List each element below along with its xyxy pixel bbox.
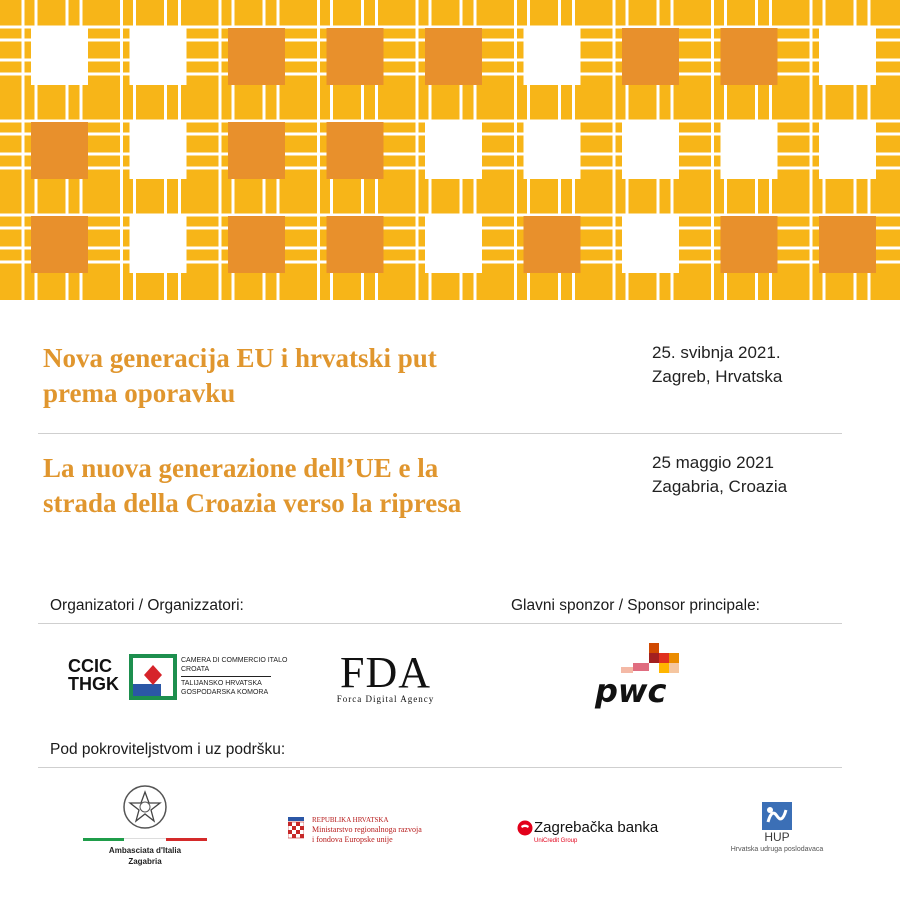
banner-square bbox=[31, 122, 88, 179]
banner-square bbox=[228, 28, 285, 85]
ccic-divider bbox=[181, 676, 271, 677]
italian-flag-bar bbox=[83, 838, 207, 841]
pattern-banner bbox=[0, 0, 900, 300]
event-date: 25 maggio 2021 bbox=[652, 453, 774, 472]
embassy-city: Zagabria bbox=[128, 857, 162, 866]
banner-square bbox=[130, 28, 187, 85]
banner-square bbox=[721, 28, 778, 85]
banner-square bbox=[819, 28, 876, 85]
event-date-croatian bbox=[652, 341, 782, 389]
pwc-wordmark: pwc bbox=[595, 672, 667, 710]
event-title-croatian bbox=[43, 341, 437, 411]
event-place: Zagreb, Hrvatska bbox=[652, 367, 783, 386]
ccic-text-line: GOSPODARSKA KOMORA bbox=[181, 689, 269, 696]
hup-full-name: Hrvatska udruga poslodavaca bbox=[730, 846, 824, 853]
banner-square bbox=[524, 122, 581, 179]
banner-square bbox=[228, 122, 285, 179]
event-date: 25. svibnja 2021. bbox=[652, 343, 781, 362]
banner-square bbox=[327, 216, 384, 273]
banner-square bbox=[130, 216, 187, 273]
event-title-line: strada della Croazia verso la ripresa bbox=[43, 488, 462, 518]
thgk-text: THGK bbox=[68, 674, 119, 694]
event-title-line: Nova generacija EU i hrvatski put bbox=[43, 343, 437, 373]
banner-square bbox=[327, 28, 384, 85]
ccic-text-line: CROATA bbox=[181, 666, 210, 673]
banner-square bbox=[327, 122, 384, 179]
banner-square bbox=[524, 216, 581, 273]
banner-square bbox=[31, 28, 88, 85]
banner-square bbox=[622, 216, 679, 273]
hup-emblem-icon bbox=[762, 802, 792, 830]
banner-square bbox=[622, 122, 679, 179]
ministry-name: Ministarstvo regionalnoga razvoja bbox=[312, 825, 422, 834]
event-title-italian bbox=[43, 451, 461, 521]
event-title-line: La nuova generazione dell’UE e la bbox=[43, 453, 439, 483]
event-title-line: prema oporavku bbox=[43, 378, 236, 408]
fda-logo bbox=[328, 648, 443, 704]
italian-embassy-logo bbox=[80, 782, 210, 877]
banner-square bbox=[31, 216, 88, 273]
ccic-thgk-logo bbox=[68, 652, 288, 702]
banner-square bbox=[425, 216, 482, 273]
banner-square bbox=[130, 122, 187, 179]
bank-group: UniCredit Group bbox=[534, 838, 578, 844]
banner-square bbox=[819, 216, 876, 273]
unicredit-icon bbox=[517, 820, 533, 836]
zagrebacka-banka-logo bbox=[517, 818, 667, 850]
ccic-text: CCIC bbox=[68, 656, 112, 676]
hup-logo bbox=[722, 802, 832, 872]
banner-square bbox=[622, 28, 679, 85]
ccic-text-line: CAMERA DI COMMERCIO ITALO bbox=[181, 657, 288, 664]
ministry-logo bbox=[288, 815, 448, 847]
sponsor-label: Glavni sponzor / Sponsor principale: bbox=[511, 597, 760, 614]
banner-square bbox=[228, 216, 285, 273]
banner-square bbox=[721, 216, 778, 273]
ministry-republic: REPUBLIKA HRVATSKA bbox=[312, 816, 389, 824]
banner-square bbox=[721, 122, 778, 179]
event-place: Zagabria, Croazia bbox=[652, 477, 788, 496]
event-date-italian bbox=[652, 451, 787, 499]
divider bbox=[38, 433, 842, 434]
patronage-label: Pod pokroviteljstvom i uz podršku: bbox=[50, 741, 286, 758]
organizers-label: Organizatori / Organizzatori: bbox=[50, 597, 244, 614]
banner-square bbox=[819, 122, 876, 179]
italian-emblem-icon bbox=[121, 782, 169, 832]
banner-square bbox=[425, 122, 482, 179]
divider bbox=[38, 767, 842, 768]
ccic-text-line: TALIJANSKO HRVATSKA bbox=[181, 680, 262, 687]
banner-square bbox=[524, 28, 581, 85]
bank-name: Zagrebačka banka bbox=[534, 819, 659, 836]
ministry-name: i fondova Europske unije bbox=[312, 835, 393, 844]
pwc-logo bbox=[595, 643, 695, 713]
croatian-coat-of-arms-icon bbox=[288, 817, 304, 839]
ccic-emblem-icon bbox=[129, 654, 177, 700]
embassy-name: Ambasciata d'Italia bbox=[108, 846, 182, 855]
hup-name: HUP bbox=[764, 830, 790, 844]
fda-mark: FDA bbox=[339, 648, 432, 697]
divider bbox=[38, 623, 842, 624]
fda-subtitle: Forca Digital Agency bbox=[336, 694, 435, 704]
banner-square bbox=[425, 28, 482, 85]
